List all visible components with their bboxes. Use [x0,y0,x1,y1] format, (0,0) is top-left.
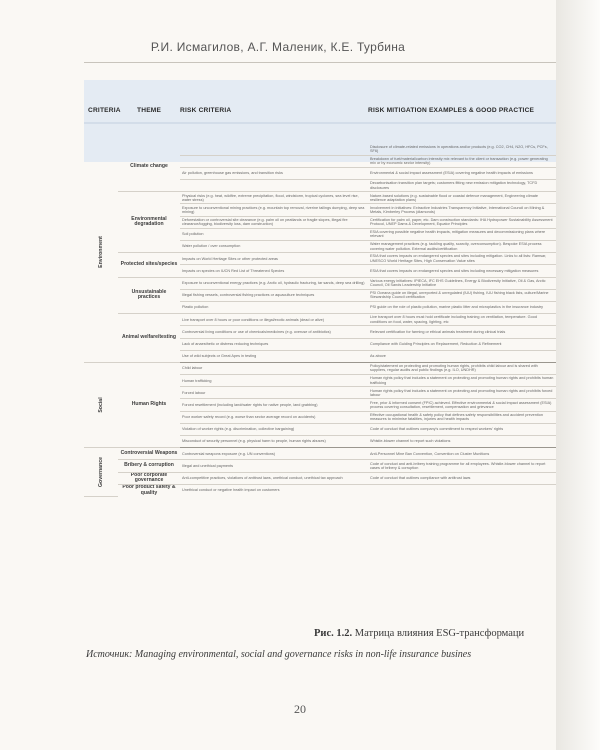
category-label: Environment [97,236,104,269]
category-social [84,362,118,447]
risk-cell: Human trafficking [180,375,368,387]
theme-cell: Controversial Weapons [118,448,180,460]
figure-caption-label: Рис. 1.2. [314,628,353,639]
risk-cell: Impacts on species on IUCN Red List of Threatened Species [180,265,368,277]
risk-cell: Controversial living conditions or use of chemicals/medicines (e.g. overuse of antibiotics) [180,326,368,338]
risk-cell: Child labour [180,362,368,374]
table-row [84,192,556,204]
category-label: Social [97,397,104,413]
risk-cell: Illegal fishing vessels, controversial fishing practices or aquaculture techniques [180,289,368,301]
risk-cell [180,155,368,167]
risk-cell: Plastic pollution [180,301,368,313]
table-row [84,362,556,374]
column-header-theme: THEME [137,107,162,114]
figure-source-text: Managing environmental, social and governance risks in non-life insurance busines [134,649,472,660]
column-header-criteria: CRITERIA [88,107,121,114]
mitigation-cell: Code of conduct that outlines compliance with antitrust laws [368,472,556,484]
category-label: Governance [97,457,104,488]
table-row [84,472,556,484]
mitigation-cell: ESIA covering possible negative health impacts, mitigation measures and decommissioning plans where relevant [368,228,556,240]
table-row [84,448,556,460]
risk-cell: Air pollution, greenhouse gas emissions, and transition risks [180,167,368,179]
mitigation-cell: Various energy initiatives: IPIECA, IFC EHS Guidelines, Energy & Biodiversity Initiative, Oil & Gas, Arctic Council, Oil Sands Leadership Initiative [368,277,556,289]
mitigation-cell: Live transport over 8 hours must hold certificate including training on ventilation, temperature. Good conditions on food, water, spacing, lighting, etc [368,314,556,326]
mitigation-cell: Environmental & social impact assessment (ESIA) covering negative health impacts of emissions [368,167,556,179]
esg-risk-matrix-table [84,143,556,497]
figure-caption [314,628,524,639]
risk-cell: Soil pollution [180,228,368,240]
mitigation-cell: Nature-based solutions (e.g. sustainable flood or coastal defence management, Engineering climate resilience adaptation plans) [368,192,556,204]
risk-cell: Forced resettlement (including land/water rights for native people, land grabbing) [180,399,368,411]
table-row [84,143,556,155]
mitigation-cell: Decarbonisation transition plan targets; customers fitting new emission mitigation technology, TCFD disclosures [368,180,556,192]
risk-cell: Anti-competitive practices, violations of antitrust laws, unethical conduct, unethical tax approach [180,472,368,484]
table-row [84,253,556,265]
column-header-risk: RISK CRITERIA [180,107,232,114]
mitigation-cell: Free, prior & informed consent (FPIC) achieved. Effective environmental & social impact assessment (ESIA) process covering consultation, resettlement, compensation and grievance [368,399,556,411]
mitigation-cell: Breakdown of fuel/material/carbon intensity mix relevant to the client or transaction (e.g. power generating mix or by economic sector intensity) [368,155,556,167]
risk-cell: Poor worker safety record (e.g. worse than sector average record on accidents) [180,411,368,423]
mitigation-cell: Policy/statement on protecting and promoting human rights, prohibits child labour and is shared with suppliers, regular audits and public findings (e.g. ILO, UNDHR) [368,362,556,374]
theme-cell: Poor corporate governance [118,472,180,484]
mitigation-cell: Code of conduct that outlines company's commitment to respect workers' rights [368,423,556,435]
risk-cell: Forced labour [180,387,368,399]
column-header-mitigation: RISK MITIGATION EXAMPLES & GOOD PRACTICE [368,107,535,114]
page-gutter-shadow [556,0,600,750]
mitigation-cell: ESIA that covers impacts on endangered species and sites including mitigation. Links to all lists: Ramsar, UNESCO World Heritage Sites, High Conservation Value sites [368,253,556,265]
risk-cell: Illegal and unethical payments [180,460,368,472]
running-header: Р.И. Исмагилов, А.Г. Маленик, К.Е. Турбина [150,40,406,54]
theme-cell: Animal welfare/testing [118,314,180,363]
risk-cell: Deforestation or controversial site clearance (e.g. palm oil on peatlands or fragile slopes, illegal fire clearance/logging, biodiversity loss, dam construction) [180,216,368,228]
risk-cell: Impacts on World Heritage Sites or other protected areas [180,253,368,265]
figure-source [86,649,471,660]
theme-cell: Protected sites/species [118,253,180,277]
mitigation-cell: Effective occupational health & safety policy that defines safety responsibilities and accident prevention measures to minimise fatalities, injuries and health impacts [368,411,556,423]
mitigation-cell: Anti-Personnel Mine Ban Convention, Convention on Cluster Munitions [368,448,556,460]
risk-cell: Use of wild subjects or Great Apes in testing [180,350,368,362]
risk-cell: Exposure to unconventional mining practices (e.g. mountain top removal, riverine tailings dumping, deep sea mining) [180,204,368,216]
mitigation-cell: PSI Oceana guide on illegal, unreported & unregulated (IUU) fishing, IUU fishing black lists, culture/Marine Stewardship Council certification [368,289,556,301]
category-governance [84,448,118,497]
page-number: 20 [294,702,306,716]
header-rule [84,62,556,63]
mitigation-cell: Whistle-blower channel to report such violations [368,436,556,448]
category-environment [84,143,118,362]
mitigation-cell: Code of conduct and anti-bribery training programme for all employees. Whistle-blower channel to report cases of bribery & corruption [368,460,556,472]
mitigation-cell: Certification for palm oil, paper, etc. Dam construction standards: IHA Hydropower Sustainability Assessment Protocol, UNEP Dams & Development, Equator Principles [368,216,556,228]
theme-cell: Poor product safety & quality [122,484,176,496]
figure-source-label: Источник: [86,649,133,660]
theme-cell: Environmental degradation [118,192,180,253]
risk-cell [180,143,368,155]
banner-stripe [84,122,556,124]
figure-caption-text: Матрица влияния ESG-трансформаци [354,628,525,639]
risk-cell: Live transport over 8 hours or poor conditions or illegal/exotic animals (dead or alive) [180,314,368,326]
risk-cell: Exposure to unconventional energy practices (e.g. Arctic oil, hydraulic fracturing, tar sands, deep sea drilling) [180,277,368,289]
mitigation-cell: Water management practices (e.g. tackling quality, scarcity, overconsumption). Bespoke ESIA process covering water pollution. External audits/certification [368,241,556,253]
mitigation-cell: As above [368,350,556,362]
mitigation-cell: PSI guide on the role of plastic pollution, marine plastic litter and microplastics in the insurance industry [368,301,556,313]
mitigation-cell: Human rights policy that includes a statement on protecting and promoting human rights and prohibits forced labour [368,387,556,399]
theme-cell: Unsustainable practices [118,277,180,314]
risk-cell: Misconduct of security personnel (e.g. physical harm to people, human rights abuses) [180,436,368,448]
theme-cell: Climate change [118,143,180,192]
mitigation-cell [368,484,556,496]
mitigation-cell: Compliance with Guiding Principles on Replacement, Reduction & Refinement [368,338,556,350]
risk-cell: Lack of anaesthetic or distress reducing techniques [180,338,368,350]
table-row [84,460,556,472]
mitigation-cell: ESIA that covers impacts on endangered species and sites including necessary mitigation measures [368,265,556,277]
risk-cell: Water pollution / over consumption [180,241,368,253]
risk-cell: Violation of worker rights (e.g. discrimination, collective bargaining) [180,423,368,435]
mitigation-cell: Relevant certification for farming or ethical animals treatment during clinical trials [368,326,556,338]
table-row [84,314,556,326]
table-row [84,484,556,496]
risk-cell: Physical risks (e.g. heat, wildfire, extreme precipitation, flood, windstorm, tropical cyclones, sea level rise, water stress) [180,192,368,204]
theme-cell: Human Rights [118,362,180,447]
risk-cell: Controversial weapons exposure (e.g. UN conventions) [180,448,368,460]
theme-cell: Bribery & corruption [118,460,180,472]
mitigation-cell: Involvement in initiatives: Extractive Industries Transparency Initiative, International Council on Mining & Metals, Kimberley Process (diamonds) [368,204,556,216]
risk-cell: Unethical conduct or negative health impact on customers [182,488,280,493]
table-row [84,277,556,289]
risk-cell [180,180,368,192]
mitigation-cell: Human rights policy that includes a statement on protecting and promoting human rights and prohibits human trafficking [368,375,556,387]
mitigation-cell: Disclosure of climate-related emissions in operations and/or products (e.g. CO2, CH4, N2O, HFCs, PCFs, SF6) [368,143,556,155]
